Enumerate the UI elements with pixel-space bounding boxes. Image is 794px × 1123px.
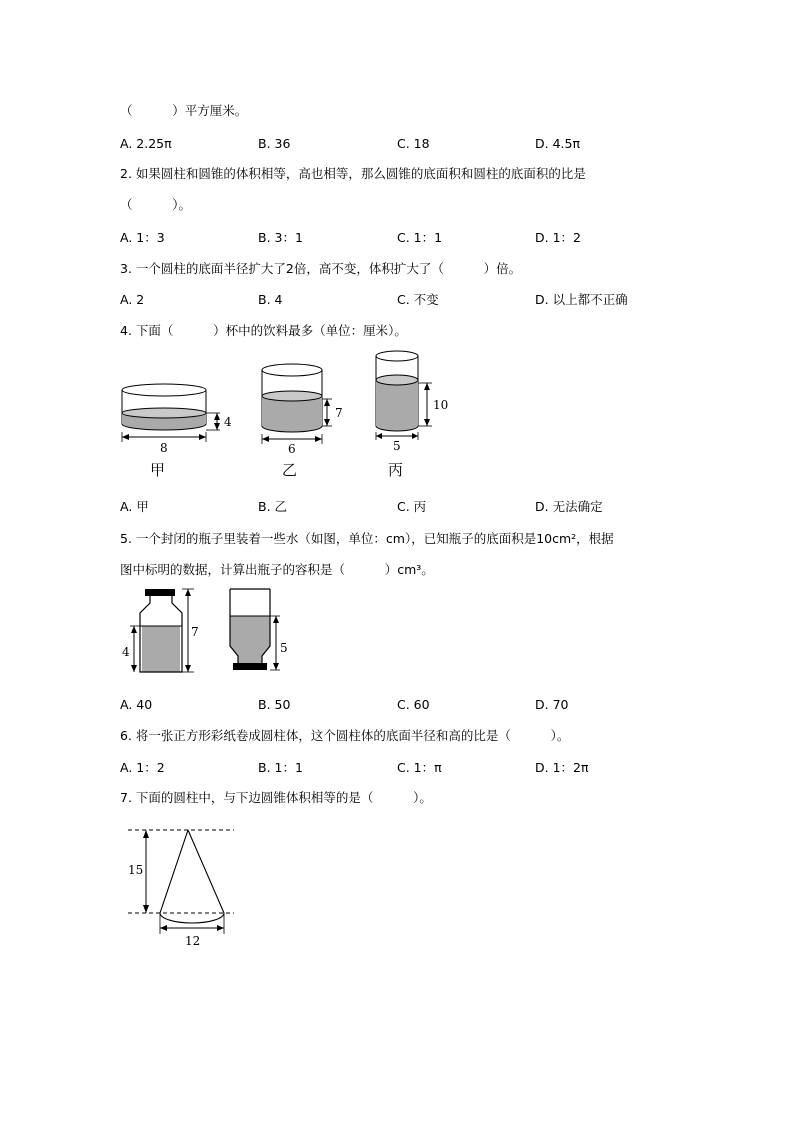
upright-bottle [122, 589, 199, 672]
q6-option-c[interactable]: C. 1：π [397, 760, 442, 775]
q5-option-b[interactable]: B. 50 [258, 697, 291, 712]
cup-yi-diameter-label: 6 [288, 442, 296, 456]
q6-option-a[interactable]: A. 1：2 [120, 760, 165, 775]
q5-option-c[interactable]: C. 60 [397, 697, 430, 712]
q2-option-c[interactable]: C. 1：1 [397, 230, 443, 245]
cup-jia-diameter-label: 8 [160, 441, 168, 455]
q5-bottle-figure [120, 586, 300, 676]
cup-bing-diameter-label: 5 [393, 439, 401, 453]
q3-option-d[interactable]: D. 以上都不正确 [535, 292, 628, 307]
cup-jia-name: 甲 [150, 461, 166, 479]
q5-option-a[interactable]: A. 40 [120, 697, 153, 712]
q6-option-d[interactable]: D. 1：2π [535, 760, 589, 775]
q2-options [120, 230, 720, 246]
q3-option-a[interactable]: A. 2 [120, 292, 145, 307]
q1-option-d[interactable]: D. 4.5π [535, 136, 580, 151]
cup-bing-name: 丙 [388, 461, 404, 479]
q4-question: 4. 下面（ ）杯中的饮料最多（单位：厘米）。 [120, 323, 407, 338]
q1-option-a[interactable]: A. 2.25π [120, 136, 172, 151]
q3-option-c[interactable]: C. 不变 [397, 292, 439, 307]
q4-options [120, 499, 720, 515]
cup-jia-height-label: 4 [224, 415, 232, 429]
q4-option-d[interactable]: D. 无法确定 [535, 499, 603, 514]
q6-options [120, 760, 720, 776]
cup-yi-name: 乙 [282, 461, 298, 479]
total-height-label: 7 [191, 625, 199, 639]
q2-option-d[interactable]: D. 1：2 [535, 230, 581, 245]
q7-question: 7. 下面的圆柱中，与下边圆锥体积相等的是（ ）。 [120, 790, 432, 805]
q3-question: 3. 一个圆柱的底面半径扩大了2倍，高不变，体积扩大了（ ）倍。 [120, 261, 522, 276]
q2-option-a[interactable]: A. 1：3 [120, 230, 165, 245]
cup-yi [262, 364, 343, 479]
cone-diameter-label: 12 [185, 934, 201, 948]
cup-bing-height-label: 10 [433, 398, 449, 412]
q6-option-b[interactable]: B. 1：1 [258, 760, 303, 775]
cup-jia [122, 384, 232, 479]
q1-options [120, 136, 720, 152]
cone-height-label: 15 [128, 863, 144, 877]
q2-option-b[interactable]: B. 3：1 [258, 230, 303, 245]
q4-option-a[interactable]: A. 甲 [120, 499, 149, 514]
cup-bing [376, 351, 448, 479]
q4-option-c[interactable]: C. 丙 [397, 499, 427, 514]
q5-question: 5. 一个封闭的瓶子里装着一些水（如图，单位：cm），已知瓶子的底面积是10cm²，根据 [120, 531, 614, 546]
q2-question-cont: （ ）。 [120, 197, 191, 212]
q7-cone-figure [122, 822, 252, 952]
water-height-label: 4 [122, 645, 130, 659]
inverted-height-label: 5 [280, 641, 288, 655]
q5-option-d[interactable]: D. 70 [535, 697, 569, 712]
q3-options [120, 292, 720, 308]
q4-cups-figure [110, 346, 470, 481]
q5-options [120, 697, 720, 713]
q1-option-b[interactable]: B. 36 [258, 136, 291, 151]
q5-question-cont: 图中标明的数据，计算出瓶子的容积是（ ）cm³。 [120, 562, 434, 577]
q6-question: 6. 将一张正方形彩纸卷成圆柱体，这个圆柱体的底面半径和高的比是（ ）。 [120, 728, 570, 743]
q2-question: 2. 如果圆柱和圆锥的体积相等，高也相等，那么圆锥的底面积和圆柱的底面积的比是 [120, 166, 586, 181]
q3-option-b[interactable]: B. 4 [258, 292, 283, 307]
inverted-bottle [230, 589, 288, 670]
q4-option-b[interactable]: B. 乙 [258, 499, 288, 514]
q1-option-c[interactable]: C. 18 [397, 136, 430, 151]
q1-text-continuation: （ ）平方厘米。 [120, 103, 248, 118]
cup-yi-height-label: 7 [335, 406, 343, 420]
